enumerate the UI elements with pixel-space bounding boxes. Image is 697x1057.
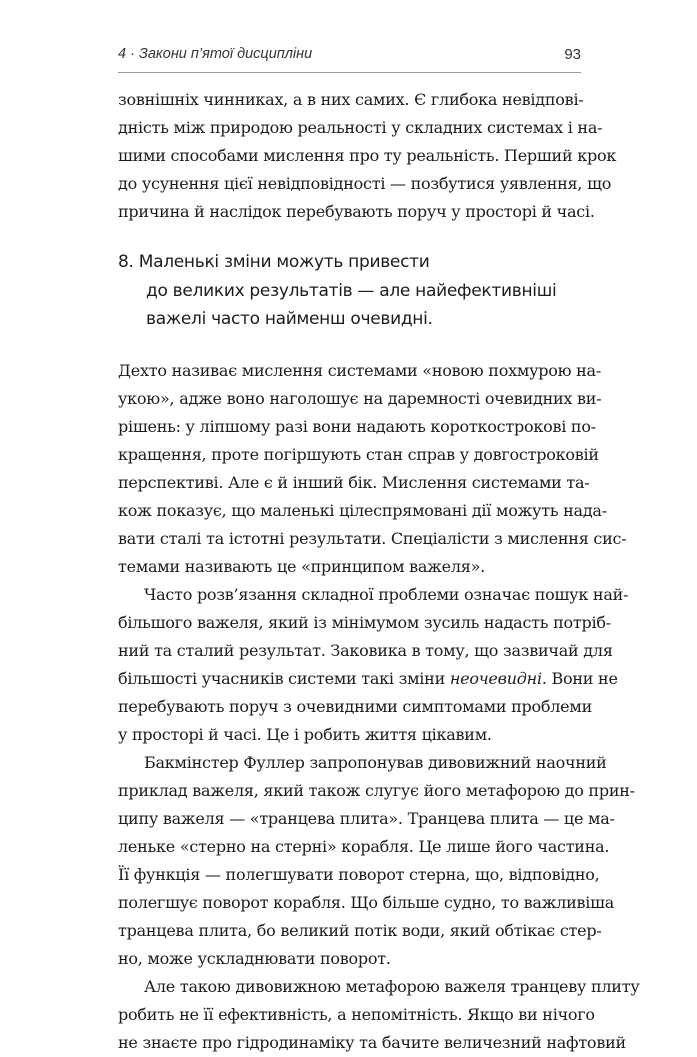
text-line: дність між природою реальності у складних системах і на- <box>118 118 603 137</box>
header-rule <box>118 72 581 73</box>
text-line: Її функція — полегшувати поворот стерна, що, відповідно, <box>118 864 600 884</box>
text-line: причина й наслідок перебувають поруч у просторі й часі. <box>118 202 595 221</box>
text-line: до усунення цієї невідповідності — позбутися уявлення, що <box>118 174 612 193</box>
paragraph <box>118 357 627 581</box>
paragraph <box>118 973 640 1057</box>
heading-line: важелі часто найменш очевидні. <box>146 309 433 329</box>
text-line: ципу важеля — «транцева плита». Транцева плита — це ма- <box>118 808 615 828</box>
emphasis-italic: неочевидні <box>449 668 542 688</box>
text-line: ний та сталий результат. Заковика в тому, що зазвичай для <box>118 640 613 660</box>
text-line: но, може ускладнювати поворот. <box>118 948 391 968</box>
text-line: рішень: у ліпшому разі вони надають короткострокові по- <box>118 416 596 436</box>
text-line: кращення, проте погіршують стан справ у довгостроковій <box>118 444 599 464</box>
text-line: більшого важеля, який із мінімумом зусиль надасть потріб- <box>118 612 611 632</box>
text-line: транцева плита, бо великий потік води, який обтікає стер- <box>118 920 602 940</box>
paragraph <box>118 749 635 973</box>
text-line: полегшує поворот корабля. Що більше судно, то важливіша <box>118 892 615 912</box>
text-line: ленькe «стерно на стерні» корабля. Це лише його частина. <box>118 836 610 856</box>
text-line: вати сталі та істотні результати. Спеціалісти з мислення сис- <box>118 528 627 548</box>
heading-line: 8. Маленькі зміни можуть привести <box>118 252 430 272</box>
section-heading <box>118 248 582 334</box>
running-head-title: 4 · Закони п’ятої дисципліни <box>118 46 313 62</box>
heading-line: до великих результатів — але найефективніші <box>146 280 557 301</box>
text-line: кож показує, що маленькі цілеспрямовані дії можуть нада- <box>118 500 607 520</box>
paragraph-continuation <box>118 86 617 226</box>
text-line: Часто розв’язання складної проблеми означає пошук най- <box>144 584 629 604</box>
text-line: зовнішніх чинниках, а в них самих. Є глибока невідпові- <box>118 90 584 109</box>
text-line: Але такою дивовижною метафорою важеля транцеву плиту <box>144 976 640 996</box>
text-line: темами називають це «принципом важеля». <box>118 556 485 576</box>
text-line-with-italic: більшості учасників системи такі зміни неочевидні. Вони не <box>118 668 618 688</box>
text-line: перспективі. Але є й інший бік. Мислення системами та- <box>118 472 590 492</box>
page-body <box>118 86 640 1057</box>
text-line: шими способами мислення про ту реальність. Перший крок <box>118 146 617 165</box>
text-line: у просторі й часі. Це і робить життя цікавим. <box>118 724 492 744</box>
page-number: 93 <box>564 46 581 63</box>
text-line: приклад важеля, який також слугує його метафорою до прин- <box>118 780 635 800</box>
text-line: укою», адже воно наголошує на даремності очевидних ви- <box>118 388 602 408</box>
text-line: робить не її ефективність, а непомітність. Якщо ви нічого <box>118 1004 595 1024</box>
text-line: не знаєте про гідродинаміку та бачите величезний нафтовий <box>118 1032 626 1052</box>
text-line: Бакмінстер Фуллер запропонував дивовижний наочний <box>144 752 607 772</box>
running-head <box>118 46 581 66</box>
paragraph <box>118 581 629 749</box>
text-line: перебувають поруч з очевидними симптомами проблеми <box>118 696 592 716</box>
text-line: Дехто називає мислення системами «новою похмурою на- <box>118 360 601 380</box>
